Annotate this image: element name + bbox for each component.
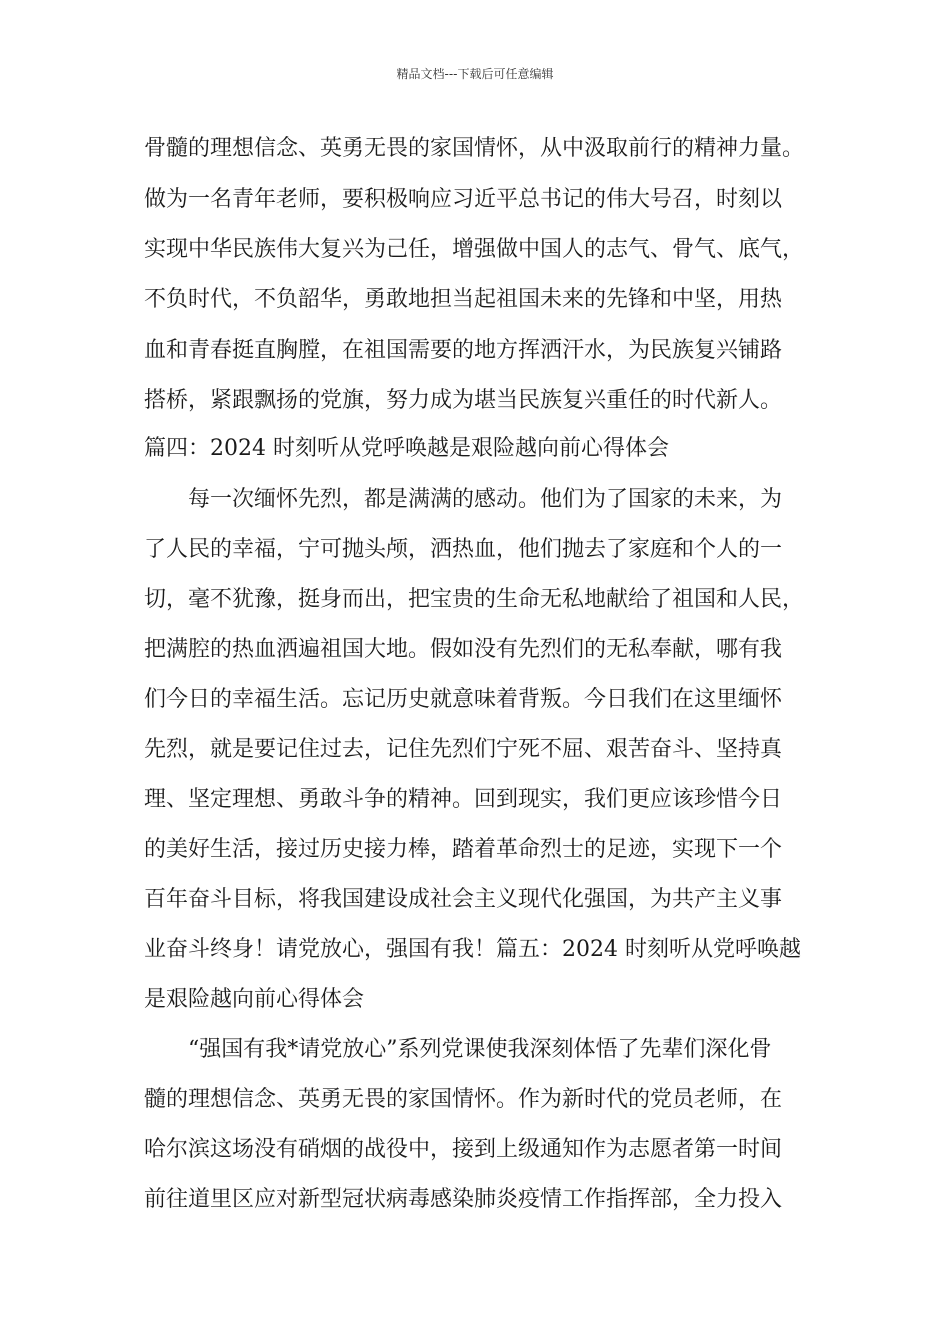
paragraph-line: 了人民的幸福，宁可抛头颅，洒热血，他们抛去了家庭和个人的一	[144, 537, 783, 562]
paragraph-line: 血和青春挺直胸膛，在祖国需要的地方挥洒汗水，为民族复兴铺路	[144, 338, 783, 363]
paragraph-line: 是艰险越向前心得体会	[144, 987, 365, 1012]
paragraph-line: 业奋斗终身！请党放心，强国有我！篇五：2024 时刻听从党呼唤越	[144, 937, 801, 962]
paragraph-line: 们今日的幸福生活。忘记历史就意味着背叛。今日我们在这里缅怀	[144, 687, 783, 712]
paragraph-line: 实现中华民族伟大复兴为己任，增强做中国人的志气、骨气、底气，	[144, 237, 805, 262]
paragraph-line: “强国有我*请党放心”系列党课使我深刻体悟了先辈们深化骨	[188, 1037, 772, 1062]
paragraph-line: 切，毫不犹豫，挺身而出，把宝贵的生命无私地献给了祖国和人民，	[144, 587, 805, 612]
paragraph-line: 做为一名青年老师，要积极响应习近平总书记的伟大号召，时刻以	[144, 187, 783, 212]
page-header: 精品文档---下载后可任意编辑	[396, 67, 554, 81]
paragraph-line: 理、坚定理想、勇敢斗争的精神。回到现实，我们更应该珍惜今日	[144, 787, 783, 812]
paragraph-line: 的美好生活，接过历史接力棒，踏着革命烈士的足迹，实现下一个	[144, 837, 783, 862]
paragraph-line: 骨髓的理想信念、英勇无畏的家国情怀，从中汲取前行的精神力量。	[144, 136, 805, 161]
paragraph-line: 哈尔滨这场没有硝烟的战役中，接到上级通知作为志愿者第一时间	[144, 1137, 783, 1162]
paragraph-line: 百年奋斗目标，将我国建设成社会主义现代化强国，为共产主义事	[144, 887, 783, 912]
paragraph-line: 髓的理想信念、英勇无畏的家国情怀。作为新时代的党员老师，在	[144, 1087, 783, 1112]
paragraph-line: 搭桥，紧跟飘扬的党旗，努力成为堪当民族复兴重任的时代新人。	[144, 388, 783, 413]
paragraph-line: 前往道里区应对新型冠状病毒感染肺炎疫情工作指挥部，全力投入	[144, 1187, 783, 1212]
paragraph-line: 每一次缅怀先烈，都是满满的感动。他们为了国家的未来，为	[188, 487, 783, 512]
paragraph-line: 先烈，就是要记住过去，记住先烈们宁死不屈、艰苦奋斗、坚持真	[144, 737, 783, 762]
paragraph-line: 把满腔的热血洒遍祖国大地。假如没有先烈们的无私奉献，哪有我	[144, 637, 783, 662]
paragraph-line: 不负时代，不负韶华，勇敢地担当起祖国未来的先锋和中坚，用热	[144, 287, 783, 312]
section-heading: 篇四：2024 时刻听从党呼唤越是艰险越向前心得体会	[144, 436, 669, 461]
